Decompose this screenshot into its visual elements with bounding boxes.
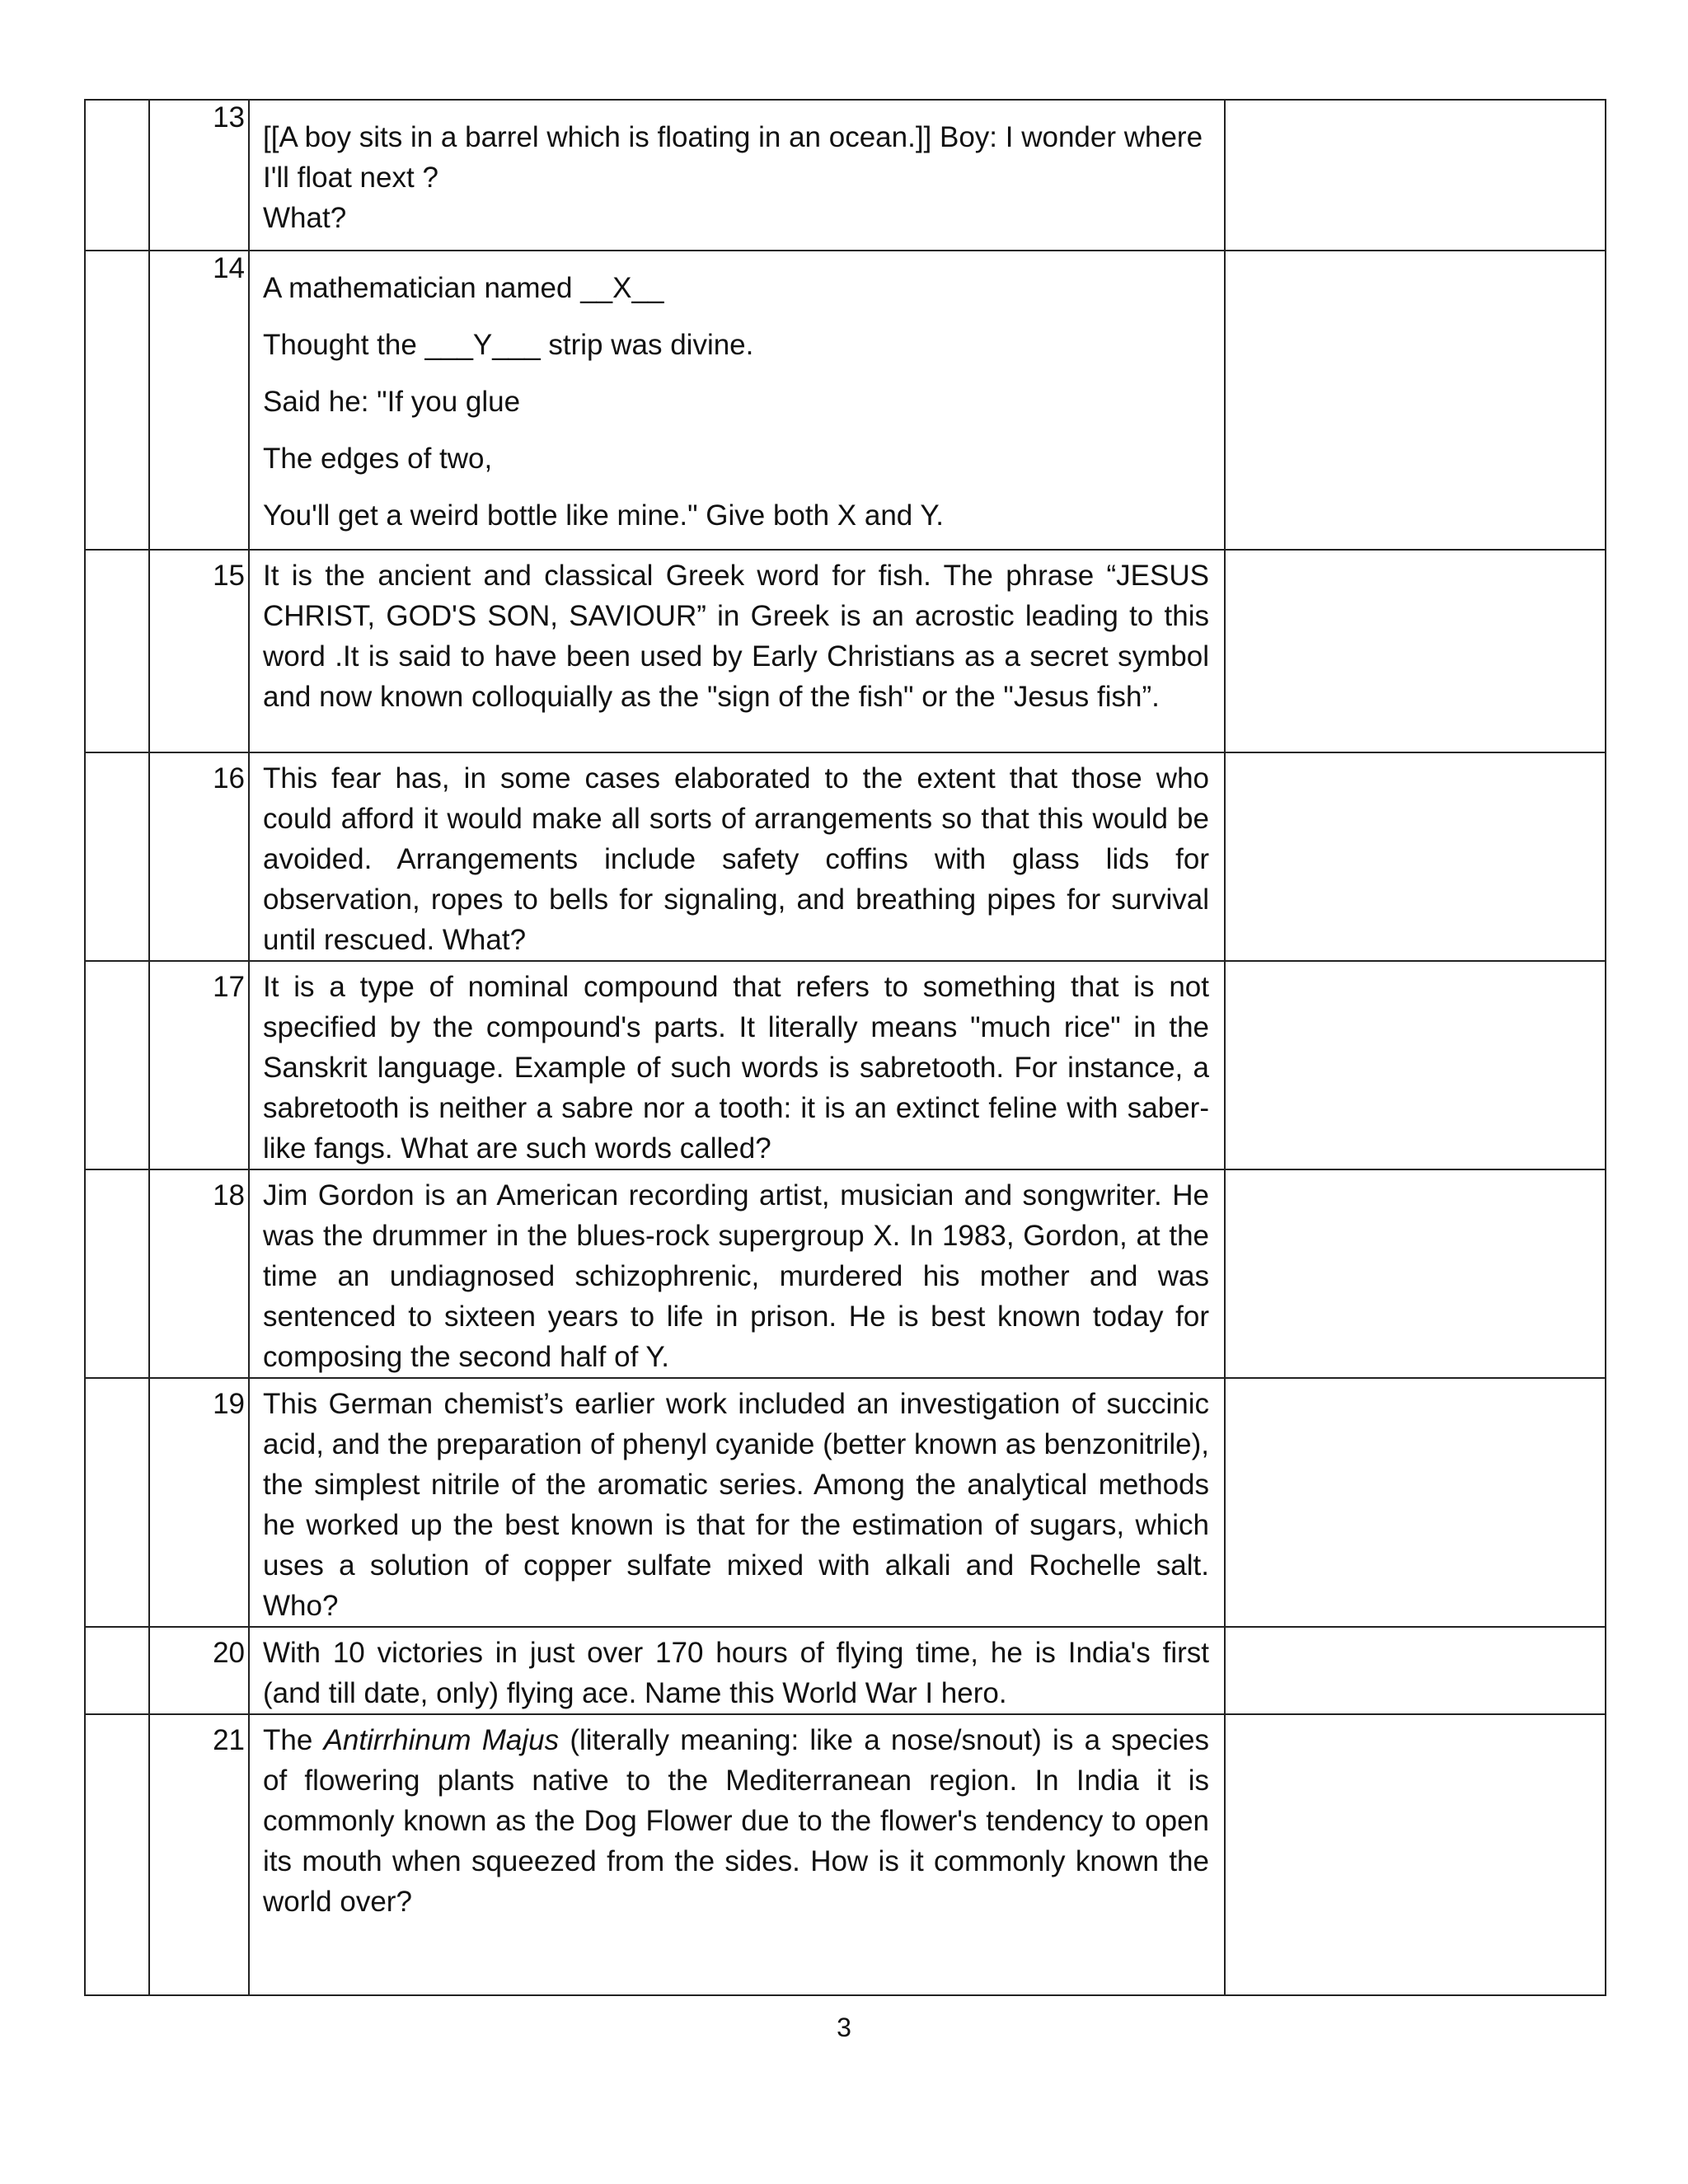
limerick-line: Thought the ___Y___ strip was divine. bbox=[263, 329, 754, 361]
question-text-cell bbox=[249, 1169, 1225, 1378]
question-text-cell bbox=[249, 961, 1225, 1169]
question-text-cell bbox=[249, 100, 1225, 251]
question-number: 16 bbox=[213, 762, 245, 794]
limerick-line: A mathematician named __X__ bbox=[263, 272, 664, 304]
question-text-lead: The bbox=[263, 1724, 324, 1756]
question-text-cell bbox=[249, 1627, 1225, 1714]
question-text: This German chemist’s earlier work included an investigation of succinic acid, and the preparation of phenyl cyanide (better known as benzonitrile), the simplest nitrile of the aromatic series. Among the analytical methods he worked up the best known is that for the estimation of sugars, which uses a solution of copper sulfate mixed with alkali and Rochelle salt. Who? bbox=[263, 1388, 1209, 1622]
question-line: [[A boy sits in a barrel which is floating in an ocean.]] Boy: I wonder where I'll float next ? bbox=[263, 121, 1203, 194]
question-row bbox=[85, 550, 1606, 752]
question-number: 14 bbox=[213, 252, 245, 284]
question-number: 19 bbox=[213, 1388, 245, 1420]
question-text-cell bbox=[249, 1714, 1225, 1995]
answer-cell bbox=[1225, 100, 1606, 251]
question-row bbox=[85, 961, 1606, 1169]
question-text-cell bbox=[249, 251, 1225, 550]
question-text-cell bbox=[249, 752, 1225, 961]
question-number-cell bbox=[149, 100, 249, 251]
question-number-cell bbox=[149, 251, 249, 550]
plant-name-italic: Antirrhinum Majus bbox=[323, 1724, 560, 1756]
answer-cell bbox=[1225, 550, 1606, 752]
blank-cell bbox=[85, 752, 149, 961]
question-text: With 10 victories in just over 170 hours of flying time, he is India's first (and till date, only) flying ace. Name this World War I hero. bbox=[263, 1637, 1209, 1709]
blank-cell bbox=[85, 961, 149, 1169]
question-number: 17 bbox=[213, 971, 245, 1003]
blank-cell bbox=[85, 1169, 149, 1378]
answer-cell bbox=[1225, 1714, 1606, 1995]
question-number-cell bbox=[149, 1378, 249, 1627]
question-number-cell bbox=[149, 752, 249, 961]
answer-cell bbox=[1225, 1627, 1606, 1714]
question-text: Jim Gordon is an American recording artist, musician and songwriter. He was the drummer in the blues-rock supergroup X. In 1983, Gordon, at the time an undiagnosed schizophrenic, murdered his mother and was sentenced to sixteen years to life in prison. He is best known today for composing the second half of Y. bbox=[263, 1179, 1209, 1373]
answer-cell bbox=[1225, 1169, 1606, 1378]
limerick-line: The edges of two, bbox=[263, 443, 493, 475]
question-row bbox=[85, 1714, 1606, 1995]
question-number: 13 bbox=[213, 101, 245, 134]
blank-cell bbox=[85, 550, 149, 752]
limerick-line: Said he: "If you glue bbox=[263, 386, 521, 418]
question-number-cell bbox=[149, 550, 249, 752]
question-text-cell bbox=[249, 1378, 1225, 1627]
question-row bbox=[85, 1169, 1606, 1378]
quiz-table bbox=[84, 99, 1606, 1996]
question-text bbox=[263, 1720, 1209, 1922]
question-row bbox=[85, 1627, 1606, 1714]
question-number-cell bbox=[149, 961, 249, 1169]
answer-cell bbox=[1225, 961, 1606, 1169]
question-number: 20 bbox=[213, 1637, 245, 1669]
question-text: This fear has, in some cases elaborated to the extent that those who could afford it would make all sorts of arrangements so that this would be avoided. Arrangements include safety coffins with glass lids for observation, ropes to bells for signaling, and breathing pipes for survival until rescued. What? bbox=[263, 762, 1209, 956]
question-row bbox=[85, 100, 1606, 251]
question-line: What? bbox=[263, 202, 347, 234]
question-text: It is a type of nominal compound that refers to something that is not specified by the compound's parts. It literally means "much rice" in the Sanskrit language. Example of such words is sabretooth. For instance, a sabretooth is neither a sabre nor a tooth: it is an extinct feline with saber-like fangs. What are such words called? bbox=[263, 971, 1209, 1165]
answer-cell bbox=[1225, 1378, 1606, 1627]
question-text-rest: (literally meaning: like a nose/snout) is a species of flowering plants native to the Mediterranean region. In India it is commonly known as the Dog Flower due to the flower's tendency to open its mouth when squeezed from the sides. How is it commonly known the world over? bbox=[263, 1724, 1209, 1918]
blank-cell bbox=[85, 1378, 149, 1627]
answer-cell bbox=[1225, 752, 1606, 961]
blank-cell bbox=[85, 1627, 149, 1714]
question-text: It is the ancient and classical Greek word for fish. The phrase “JESUS CHRIST, GOD'S SON, SAVIOUR” in Greek is an acrostic leading to this word .It is said to have been used by Early Christians as a secret symbol and now known colloquially as the "sign of the fish" or the "Jesus fish”. bbox=[263, 560, 1209, 713]
question-text-cell bbox=[249, 550, 1225, 752]
answer-cell bbox=[1225, 251, 1606, 550]
page-number: 3 bbox=[837, 2013, 851, 2042]
blank-cell bbox=[85, 100, 149, 251]
question-number-cell bbox=[149, 1627, 249, 1714]
question-number: 18 bbox=[213, 1179, 245, 1212]
question-row bbox=[85, 1378, 1606, 1627]
blank-cell bbox=[85, 1714, 149, 1995]
limerick-line: You'll get a weird bottle like mine." Give both X and Y. bbox=[263, 499, 944, 532]
question-number-cell bbox=[149, 1714, 249, 1995]
blank-cell bbox=[85, 251, 149, 550]
question-number: 21 bbox=[213, 1724, 245, 1756]
question-row bbox=[85, 752, 1606, 961]
question-number-cell bbox=[149, 1169, 249, 1378]
question-number: 15 bbox=[213, 560, 245, 592]
question-row bbox=[85, 251, 1606, 550]
